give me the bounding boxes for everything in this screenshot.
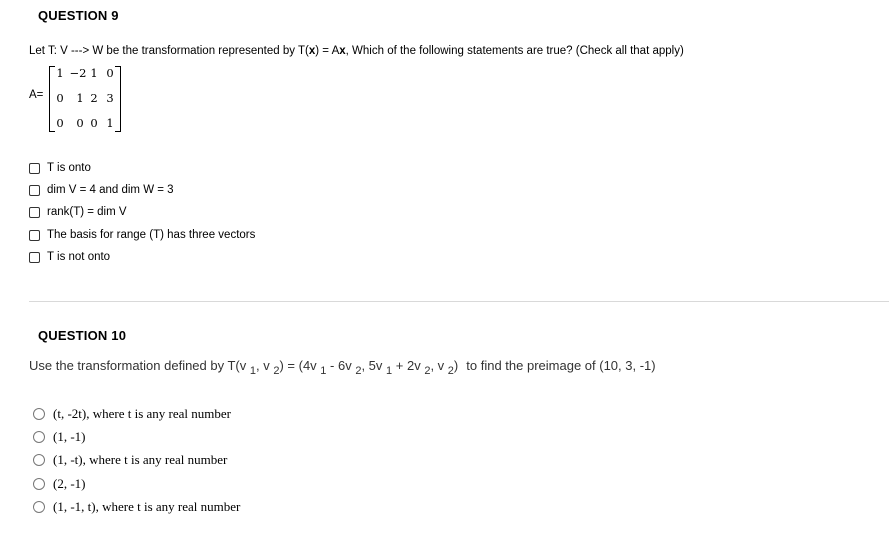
- matrix-cell: 1: [106, 116, 114, 130]
- question-9-title: QUESTION 9: [38, 8, 119, 23]
- matrix-cell: 1: [90, 66, 98, 80]
- q10-choice-4[interactable]: [33, 476, 86, 492]
- matrix-a: [49, 66, 121, 132]
- choice-label: dim V = 4 and dim W = 3: [47, 184, 174, 196]
- matrix-cell: 1: [56, 66, 64, 80]
- matrix-cell: 0: [90, 116, 98, 130]
- checkbox[interactable]: [29, 163, 40, 174]
- choice-label: (1, -1, t), where t is any real number: [53, 499, 241, 514]
- question-9-prompt: Let T: V ---> W be the transformation represented by T(x) = Ax, Which of the following statements are true? (Check all that apply): [29, 45, 684, 57]
- q9-choice-4[interactable]: [29, 229, 255, 241]
- radio-button[interactable]: [33, 454, 45, 466]
- q10-choice-3[interactable]: [33, 452, 227, 468]
- choice-label: (1, -t), where t is any real number: [53, 452, 228, 467]
- choice-label: T is onto: [47, 162, 91, 174]
- choice-label: (t, -2t), where t is any real number: [53, 406, 231, 421]
- choice-label: rank(T) = dim V: [47, 206, 127, 218]
- checkbox[interactable]: [29, 230, 40, 241]
- q9-choice-1[interactable]: [29, 162, 91, 174]
- choice-label: T is not onto: [47, 251, 111, 263]
- matrix-label: A=: [29, 89, 44, 101]
- matrix-cell: 0: [56, 91, 64, 105]
- q9-choice-3[interactable]: [29, 206, 127, 218]
- matrix-cell: 0: [106, 66, 114, 80]
- matrix-cell: 3: [106, 91, 114, 105]
- q9-choice-2[interactable]: [29, 184, 174, 196]
- choice-label: (1, -1): [53, 429, 86, 444]
- q10-choice-5[interactable]: [33, 499, 240, 515]
- matrix-cell: 0: [76, 116, 84, 130]
- radio-button[interactable]: [33, 501, 45, 513]
- matrix-cell: 1: [76, 91, 84, 105]
- checkbox[interactable]: [29, 207, 40, 218]
- choice-label: The basis for range (T) has three vectors: [47, 229, 256, 241]
- q9-choice-5[interactable]: [29, 251, 110, 263]
- question-10-title: QUESTION 10: [38, 328, 127, 343]
- radio-button[interactable]: [33, 408, 45, 420]
- checkbox[interactable]: [29, 185, 40, 196]
- matrix-cell: 2: [90, 91, 98, 105]
- matrix-cell: 0: [56, 116, 64, 130]
- q10-choice-1[interactable]: [33, 406, 231, 422]
- radio-button[interactable]: [33, 478, 45, 490]
- checkbox[interactable]: [29, 252, 40, 263]
- radio-button[interactable]: [33, 431, 45, 443]
- question-divider: [29, 301, 889, 302]
- q10-choice-2[interactable]: [33, 429, 86, 445]
- question-10-prompt: Use the transformation defined by T(v $_1$, v $_2$) = (4v $_1$ - 6v $_2$, 5v $_1$ + 2v $_2$, v $_2$) to find the preimage of (10, 3, -1): [29, 358, 656, 377]
- choice-label: (2, -1): [53, 476, 86, 491]
- matrix-cell: −2: [69, 66, 87, 80]
